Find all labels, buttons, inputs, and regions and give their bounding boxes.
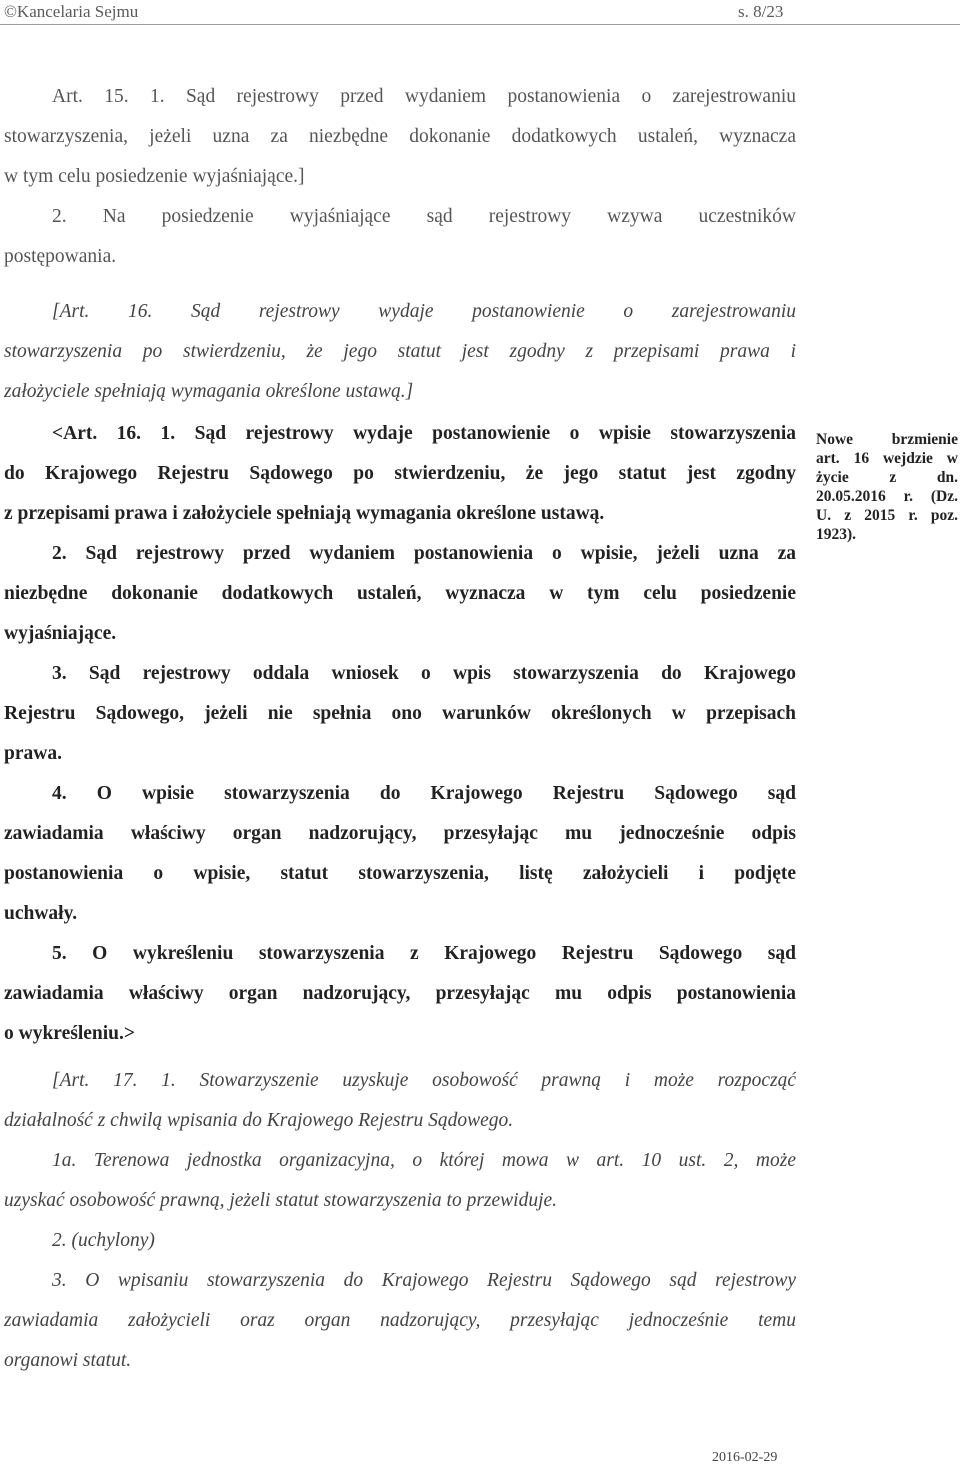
margin-note-line: życie z dn. xyxy=(816,469,958,486)
text-line: 1a. Terenowa jednostka organizacyjna, o której mowa w art. 10 ust. 2, może xyxy=(52,1150,796,1171)
text-line: [Art. 16. Sąd rejestrowy wydaje postanowienie o zarejestrowaniu xyxy=(52,301,796,322)
article-17 xyxy=(4,1061,796,1381)
text-line: 2. (uchylony) xyxy=(52,1230,155,1251)
text-line: Art. 15. 1. Sąd rejestrowy przed wydaniem postanowienia o zarejestrowaniu xyxy=(52,86,796,107)
text-line: 4. O wpisie stowarzyszenia do Krajowego Rejestru Sądowego sąd xyxy=(52,783,796,804)
text-line: prawa. xyxy=(4,743,62,764)
text-line: zawiadamia założycieli oraz organ nadzorujący, przesyłając jednocześnie temu xyxy=(4,1310,796,1331)
text-line: wyjaśniające. xyxy=(4,623,117,644)
margin-note-line: art. 16 wejdzie w xyxy=(816,450,958,467)
text-line: stowarzyszenia po stwierdzeniu, że jego statut jest zgodny z przepisami prawa i xyxy=(4,341,796,362)
text-line: 3. O wpisaniu stowarzyszenia do Krajowego Rejestru Sądowego sąd rejestrowy xyxy=(52,1270,796,1291)
text-line: postępowania. xyxy=(4,246,117,267)
text-line: niezbędne dokonanie dodatkowych ustaleń, wyznacza w tym celu posiedzenie xyxy=(4,583,796,604)
header-source: ©Kancelaria Sejmu xyxy=(4,2,139,21)
text-line: do Krajowego Rejestru Sądowego po stwierdzeniu, że jego statut jest zgodny xyxy=(4,463,796,484)
margin-note xyxy=(816,430,958,544)
text-line: z przepisami prawa i założyciele spełniają wymagania określone ustawą. xyxy=(4,503,605,524)
text-line: zawiadamia właściwy organ nadzorujący, przesyłając mu jednocześnie odpis xyxy=(4,823,796,844)
text-line: w tym celu posiedzenie wyjaśniające.] xyxy=(4,166,305,187)
text-line: założyciele spełniają wymagania określone ustawą.] xyxy=(4,381,414,402)
text-line: organowi statut. xyxy=(4,1350,132,1371)
text-line: Rejestru Sądowego, jeżeli nie spełnia ono warunków określonych w przepisach xyxy=(4,703,796,724)
article-16-new xyxy=(4,414,796,1054)
text-line: uchwały. xyxy=(4,903,78,924)
article-16-old xyxy=(4,292,796,412)
text-line: 2. Sąd rejestrowy przed wydaniem postanowienia o wpisie, jeżeli uzna za xyxy=(52,543,796,564)
text-line: postanowienia o wpisie, statut stowarzyszenia, listę założycieli i podjęte xyxy=(4,863,796,884)
footer-date: 2016-02-29 xyxy=(712,1450,778,1465)
text-line: 2. Na posiedzenie wyjaśniające sąd rejestrowy wzywa uczestników xyxy=(52,206,796,227)
margin-note-line: Nowe brzmienie xyxy=(816,431,958,448)
text-line: 5. O wykreśleniu stowarzyszenia z Krajowego Rejestru Sądowego sąd xyxy=(52,943,796,964)
text-line: zawiadamia właściwy organ nadzorujący, przesyłając mu odpis postanowienia xyxy=(4,983,796,1004)
header-page-number: s. 8/23 xyxy=(738,2,784,21)
text-line: [Art. 17. 1. Stowarzyszenie uzyskuje osobowość prawną i może rozpocząć xyxy=(52,1070,796,1091)
text-line: uzyskać osobowość prawną, jeżeli statut stowarzyszenia to przewiduje. xyxy=(4,1190,558,1211)
header-rule xyxy=(0,24,960,25)
text-line: działalność z chwilą wpisania do Krajowego Rejestru Sądowego. xyxy=(4,1110,514,1131)
margin-note-line: U. z 2015 r. poz. xyxy=(816,507,958,524)
text-line: stowarzyszenia, jeżeli uzna za niezbędne dokonanie dodatkowych ustaleń, wyznacza xyxy=(4,126,796,147)
text-line: <Art. 16. 1. Sąd rejestrowy wydaje postanowienie o wpisie stowarzyszenia xyxy=(52,423,796,444)
article-15 xyxy=(4,77,796,277)
text-line: o wykreśleniu.> xyxy=(4,1023,136,1044)
margin-note-line: 1923). xyxy=(816,526,857,543)
margin-note-line: 20.05.2016 r. (Dz. xyxy=(816,488,958,505)
text-line: 3. Sąd rejestrowy oddala wniosek o wpis stowarzyszenia do Krajowego xyxy=(52,663,796,684)
